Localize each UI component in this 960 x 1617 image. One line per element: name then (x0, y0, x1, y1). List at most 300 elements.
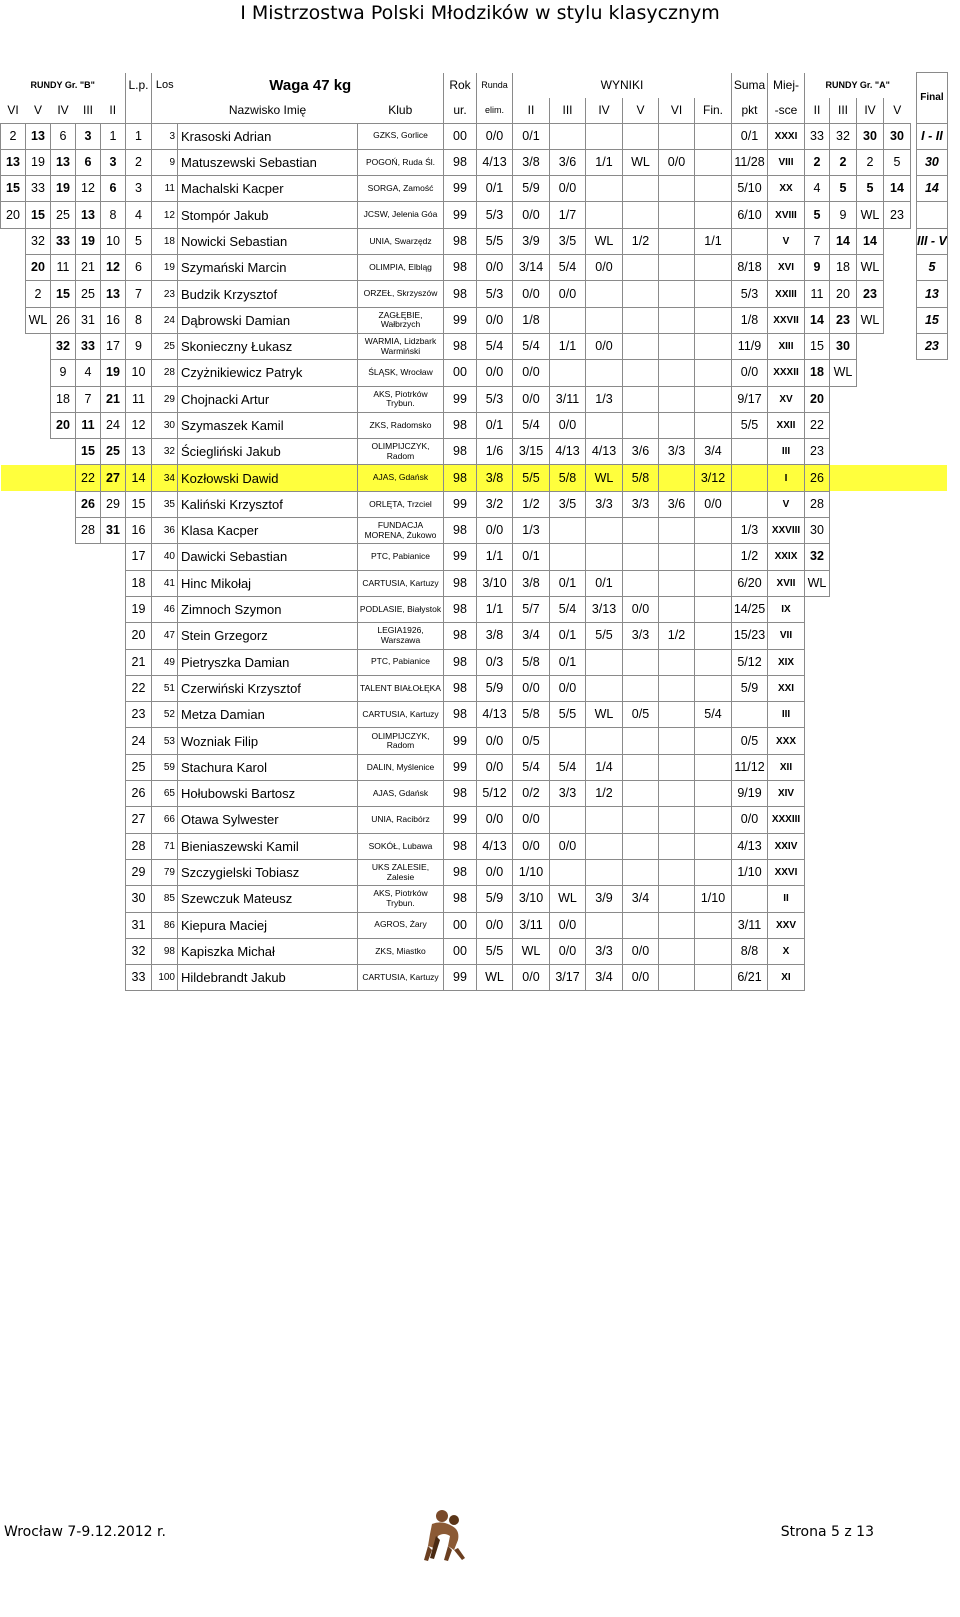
los-cell: 71 (152, 833, 178, 859)
elim-result: 5/3 (477, 281, 513, 307)
round-result: 0/0 (513, 675, 550, 701)
results-table (0, 72, 948, 991)
round-b-cell (76, 886, 101, 912)
round-a-cell (857, 360, 884, 386)
round-b-cell: 3 (76, 123, 101, 149)
lp-cell: 14 (126, 465, 152, 491)
points-sum: 0/0 (732, 807, 768, 833)
birth-year: 00 (444, 123, 477, 149)
round-b-cell (1, 886, 26, 912)
round-result: 3/4 (695, 439, 732, 465)
round-a-cell (857, 859, 884, 885)
club-name: CARTUSIA, Kartuzy (358, 702, 444, 728)
round-result (659, 675, 695, 701)
competitor-row (1, 781, 948, 807)
round-b-cell (76, 754, 101, 780)
final-cell (917, 728, 948, 754)
final-cell (917, 754, 948, 780)
round-result (695, 649, 732, 675)
competitor-name: Czerwiński Krzysztof (178, 675, 358, 701)
round-result: 1/3 (513, 518, 550, 544)
round-result: 3/13 (586, 596, 623, 622)
round-result: 0/0 (513, 833, 550, 859)
round-result: 5/5 (586, 623, 623, 649)
round-a-cell (830, 781, 857, 807)
los-cell: 24 (152, 307, 178, 333)
club-name: OLIMPIJCZYK, Radom (358, 728, 444, 754)
round-b-cell (26, 333, 51, 359)
points-sum: 6/10 (732, 202, 768, 228)
round-result (695, 333, 732, 359)
round-b-cell: 19 (76, 228, 101, 254)
los-cell: 12 (152, 202, 178, 228)
competitor-name: Stompór Jakub (178, 202, 358, 228)
los-cell: 59 (152, 754, 178, 780)
club-name: PTC, Pabianice (358, 649, 444, 675)
round-b-header: VI (7, 102, 19, 117)
round-result: 0/0 (586, 255, 623, 281)
competitor-row (1, 228, 948, 254)
round-result: 3/10 (513, 886, 550, 912)
los-cell: 40 (152, 544, 178, 570)
los-cell: 47 (152, 623, 178, 649)
round-result: 3/3 (659, 439, 695, 465)
elim-result: 0/1 (477, 412, 513, 438)
round-b-cell (26, 912, 51, 938)
los-cell: 85 (152, 886, 178, 912)
los-cell: 46 (152, 596, 178, 622)
points-sum: 0/5 (732, 728, 768, 754)
round-a-cell (830, 596, 857, 622)
los-cell: 30 (152, 412, 178, 438)
round-b-cell (1, 307, 26, 333)
round-result (659, 202, 695, 228)
round-a-cell: 22 (805, 412, 830, 438)
points-sum: 5/5 (732, 412, 768, 438)
round-b-cell (1, 702, 26, 728)
round-a-cell (884, 965, 911, 991)
round-result: 1/2 (623, 228, 659, 254)
birth-year: 98 (444, 255, 477, 281)
round-a-header: V (884, 98, 911, 123)
competitor-name: Ściegliński Jakub (178, 439, 358, 465)
birth-year: 98 (444, 859, 477, 885)
round-b-cell (76, 570, 101, 596)
competitor-row (1, 281, 948, 307)
round-a-cell (805, 859, 830, 885)
competitor-name: Hinc Mikołaj (178, 570, 358, 596)
round-result (659, 465, 695, 491)
round-result (659, 544, 695, 570)
round-a-cell (884, 649, 911, 675)
round-result (695, 807, 732, 833)
club-name: AJAS, Gdańsk (358, 781, 444, 807)
round-result: 1/1 (550, 333, 586, 359)
round-b-cell (76, 859, 101, 885)
round-result (695, 202, 732, 228)
round-b-cell (51, 596, 76, 622)
round-a-cell (857, 465, 884, 491)
round-b-cell (51, 886, 76, 912)
competitor-row (1, 176, 948, 202)
round-a-cell (805, 596, 830, 622)
round-b-cell (51, 623, 76, 649)
round-b-cell: 13 (26, 123, 51, 149)
final-cell (917, 807, 948, 833)
final-cell (917, 649, 948, 675)
points-sum: 11/28 (732, 149, 768, 175)
round-a-cell (884, 491, 911, 517)
round-a-cell (884, 807, 911, 833)
competitor-row (1, 307, 948, 333)
round-result (659, 912, 695, 938)
round-result (623, 754, 659, 780)
place: X (768, 938, 805, 964)
round-result (695, 912, 732, 938)
round-a-cell: 4 (805, 176, 830, 202)
place: XXX (768, 728, 805, 754)
round-b-cell (51, 675, 76, 701)
round-a-cell: 5 (884, 149, 911, 175)
place: XXV (768, 912, 805, 938)
result-round-header: Fin. (695, 98, 732, 123)
competitor-row (1, 623, 948, 649)
los-cell: 52 (152, 702, 178, 728)
points-sum: 1/10 (732, 859, 768, 885)
points-sum (732, 491, 768, 517)
round-b-cell: 6 (51, 123, 76, 149)
lp-cell: 18 (126, 570, 152, 596)
elim-result: 5/4 (477, 333, 513, 359)
round-b-cell (1, 465, 26, 491)
round-b-cell: 31 (76, 307, 101, 333)
round-b-cell (101, 570, 126, 596)
competitor-row (1, 754, 948, 780)
round-result (695, 149, 732, 175)
round-b-cell (1, 544, 26, 570)
result-round-header: IV (586, 98, 623, 123)
competitor-name: Dawicki Sebastian (178, 544, 358, 570)
points-sum: 15/23 (732, 623, 768, 649)
round-result: 5/4 (513, 412, 550, 438)
round-a-cell (884, 781, 911, 807)
elim-result: 0/0 (477, 807, 513, 833)
round-a-cell (884, 360, 911, 386)
round-a-cell (857, 702, 884, 728)
competitor-row (1, 912, 948, 938)
round-result (586, 412, 623, 438)
round-result (550, 518, 586, 544)
round-result: 3/3 (623, 623, 659, 649)
competitor-row (1, 412, 948, 438)
round-b-cell: 32 (26, 228, 51, 254)
round-result: WL (550, 886, 586, 912)
round-b-cell (51, 518, 76, 544)
final-cell (917, 859, 948, 885)
round-a-cell (884, 333, 911, 359)
round-b-cell (1, 491, 26, 517)
lp-cell: 3 (126, 176, 152, 202)
elim-result: 0/0 (477, 123, 513, 149)
round-b-cell (26, 675, 51, 701)
round-result: 5/4 (695, 702, 732, 728)
final-cell: 14 (917, 176, 948, 202)
round-a-cell: WL (805, 570, 830, 596)
birth-year: 98 (444, 702, 477, 728)
round-b-cell (1, 360, 26, 386)
competitor-row (1, 596, 948, 622)
round-result: 1/2 (659, 623, 695, 649)
round-result (695, 833, 732, 859)
round-b-cell (1, 728, 26, 754)
ur-header: ur. (444, 98, 477, 123)
round-b-cell (26, 833, 51, 859)
final-cell (917, 623, 948, 649)
round-result (695, 938, 732, 964)
round-result: 3/3 (623, 491, 659, 517)
points-sum: 11/12 (732, 754, 768, 780)
club-name: FUNDACJA MORENA, Żukowo (358, 518, 444, 544)
round-b-cell (51, 965, 76, 991)
round-a-cell (884, 859, 911, 885)
los-cell: 86 (152, 912, 178, 938)
round-a-cell (830, 544, 857, 570)
place: XIII (768, 333, 805, 359)
round-result (659, 412, 695, 438)
round-a-header: II (805, 98, 830, 123)
round-a-cell (857, 596, 884, 622)
round-result: 0/1 (513, 123, 550, 149)
round-result: 5/8 (513, 702, 550, 728)
final-cell (917, 544, 948, 570)
round-a-cell (830, 807, 857, 833)
round-b-cell: 10 (101, 228, 126, 254)
points-sum (732, 886, 768, 912)
lp-header: L.p. (126, 73, 152, 98)
lp-cell: 5 (126, 228, 152, 254)
birth-year: 00 (444, 938, 477, 964)
club-name: OLIMPIA, Elbląg (358, 255, 444, 281)
round-a-cell (805, 754, 830, 780)
lp-cell: 33 (126, 965, 152, 991)
lp-cell: 29 (126, 859, 152, 885)
birth-year: 98 (444, 833, 477, 859)
birth-year: 99 (444, 491, 477, 517)
lp-cell: 26 (126, 781, 152, 807)
round-b-cell (76, 544, 101, 570)
round-b-cell: 33 (76, 333, 101, 359)
points-sum (732, 439, 768, 465)
points-sum: 5/3 (732, 281, 768, 307)
round-result: 0/0 (695, 491, 732, 517)
round-result: 3/6 (550, 149, 586, 175)
round-b-cell (1, 228, 26, 254)
round-result (659, 570, 695, 596)
round-b-cell: 33 (51, 228, 76, 254)
club-name: AKS, Piotrków Trybun. (358, 886, 444, 912)
competitor-name: Bieniaszewski Kamil (178, 833, 358, 859)
round-a-cell: 2 (805, 149, 830, 175)
lp-cell: 22 (126, 675, 152, 701)
points-sum: 0/1 (732, 123, 768, 149)
round-result: 0/5 (513, 728, 550, 754)
round-result: 0/0 (550, 938, 586, 964)
round-result (623, 728, 659, 754)
club-name: AKS, Piotrków Trybun. (358, 386, 444, 412)
round-b-cell (76, 807, 101, 833)
club-name: AJAS, Gdańsk (358, 465, 444, 491)
result-round-header: V (623, 98, 659, 123)
round-a-cell: 2 (857, 149, 884, 175)
round-b-cell (76, 675, 101, 701)
round-b-cell: 4 (76, 360, 101, 386)
round-b-cell (1, 807, 26, 833)
lp-cell: 8 (126, 307, 152, 333)
competitor-name: Skonieczny Łukasz (178, 333, 358, 359)
round-b-cell: 11 (76, 412, 101, 438)
birth-year: 99 (444, 728, 477, 754)
round-a-cell (884, 439, 911, 465)
lp-cell: 9 (126, 333, 152, 359)
birth-year: 98 (444, 649, 477, 675)
round-b-cell (26, 649, 51, 675)
club-name: ORZEŁ, Skrzyszów (358, 281, 444, 307)
final-cell (917, 386, 948, 412)
elim-result: 5/9 (477, 675, 513, 701)
elim-result: 0/3 (477, 649, 513, 675)
round-result (623, 807, 659, 833)
competitor-name: Klasa Kacper (178, 518, 358, 544)
round-b-cell (1, 649, 26, 675)
round-b-cell: 20 (1, 202, 26, 228)
round-a-cell: 20 (830, 281, 857, 307)
birth-year: 00 (444, 360, 477, 386)
round-b-cell (51, 833, 76, 859)
round-a-cell (805, 965, 830, 991)
round-a-cell: 5 (857, 176, 884, 202)
round-a-cell: 14 (884, 176, 911, 202)
round-result (623, 518, 659, 544)
round-a-cell (857, 938, 884, 964)
round-a-cell (884, 281, 911, 307)
header-row-1 (1, 73, 948, 98)
round-b-cell (1, 439, 26, 465)
result-round-header: III (550, 98, 586, 123)
round-a-cell (830, 412, 857, 438)
round-a-cell: WL (857, 255, 884, 281)
round-result (695, 623, 732, 649)
round-a-cell: 2 (830, 149, 857, 175)
round-result (586, 281, 623, 307)
round-b-cell (51, 807, 76, 833)
los-cell: 3 (152, 123, 178, 149)
competitor-name: Chojnacki Artur (178, 386, 358, 412)
round-b-cell: 8 (101, 202, 126, 228)
birth-year: 99 (444, 202, 477, 228)
round-a-cell (884, 255, 911, 281)
round-a-cell (884, 544, 911, 570)
name-header: Nazwisko Imię (228, 102, 307, 117)
club-header: Klub (388, 102, 413, 117)
round-result (659, 807, 695, 833)
round-result: 3/14 (513, 255, 550, 281)
round-a-cell (830, 728, 857, 754)
competitor-name: Hołubowski Bartosz (178, 781, 358, 807)
round-b-cell (51, 465, 76, 491)
round-result (695, 965, 732, 991)
points-sum (732, 465, 768, 491)
round-b-cell: 25 (76, 281, 101, 307)
round-result (586, 544, 623, 570)
competitor-name: Otawa Sylwester (178, 807, 358, 833)
los-cell: 41 (152, 570, 178, 596)
competitor-name: Stachura Karol (178, 754, 358, 780)
place: XXIX (768, 544, 805, 570)
round-a-cell: WL (857, 202, 884, 228)
round-b-cell (26, 728, 51, 754)
round-a-cell (830, 491, 857, 517)
round-result: 0/1 (586, 570, 623, 596)
round-result (659, 307, 695, 333)
round-result (586, 728, 623, 754)
round-b-header: IV (57, 102, 69, 117)
round-result: 3/4 (586, 965, 623, 991)
round-b-cell (26, 465, 51, 491)
round-result: 3/8 (513, 570, 550, 596)
final-cell (917, 702, 948, 728)
final-cell (917, 570, 948, 596)
place: XXIV (768, 833, 805, 859)
place: XI (768, 965, 805, 991)
round-result: 0/0 (550, 912, 586, 938)
los-cell: 35 (152, 491, 178, 517)
round-result (623, 570, 659, 596)
round-a-cell (884, 886, 911, 912)
lp-cell: 28 (126, 833, 152, 859)
round-result (623, 544, 659, 570)
points-sum: 14/25 (732, 596, 768, 622)
round-b-cell (76, 965, 101, 991)
round-b-cell: 26 (51, 307, 76, 333)
club-name: PTC, Pabianice (358, 544, 444, 570)
final-cell (917, 965, 948, 991)
round-result (695, 544, 732, 570)
place: I (768, 465, 805, 491)
club-name: LEGIA1926, Warszawa (358, 623, 444, 649)
round-b-cell: 19 (51, 176, 76, 202)
round-b-cell (26, 596, 51, 622)
round-result (659, 965, 695, 991)
round-result (695, 596, 732, 622)
place: XXIII (768, 281, 805, 307)
club-name: ORLĘTA, Trzciel (358, 491, 444, 517)
round-result (659, 781, 695, 807)
round-a-cell: 26 (805, 465, 830, 491)
competitor-row (1, 491, 948, 517)
round-b-cell (26, 439, 51, 465)
final-cell (917, 886, 948, 912)
round-result: 3/5 (550, 491, 586, 517)
los-header: Los (155, 78, 174, 91)
round-result (659, 123, 695, 149)
lp-cell: 32 (126, 938, 152, 964)
round-b-cell (101, 912, 126, 938)
competitor-row (1, 333, 948, 359)
round-a-cell (857, 886, 884, 912)
round-result (695, 728, 732, 754)
final-cell: I - II (917, 123, 948, 149)
round-b-cell (26, 886, 51, 912)
